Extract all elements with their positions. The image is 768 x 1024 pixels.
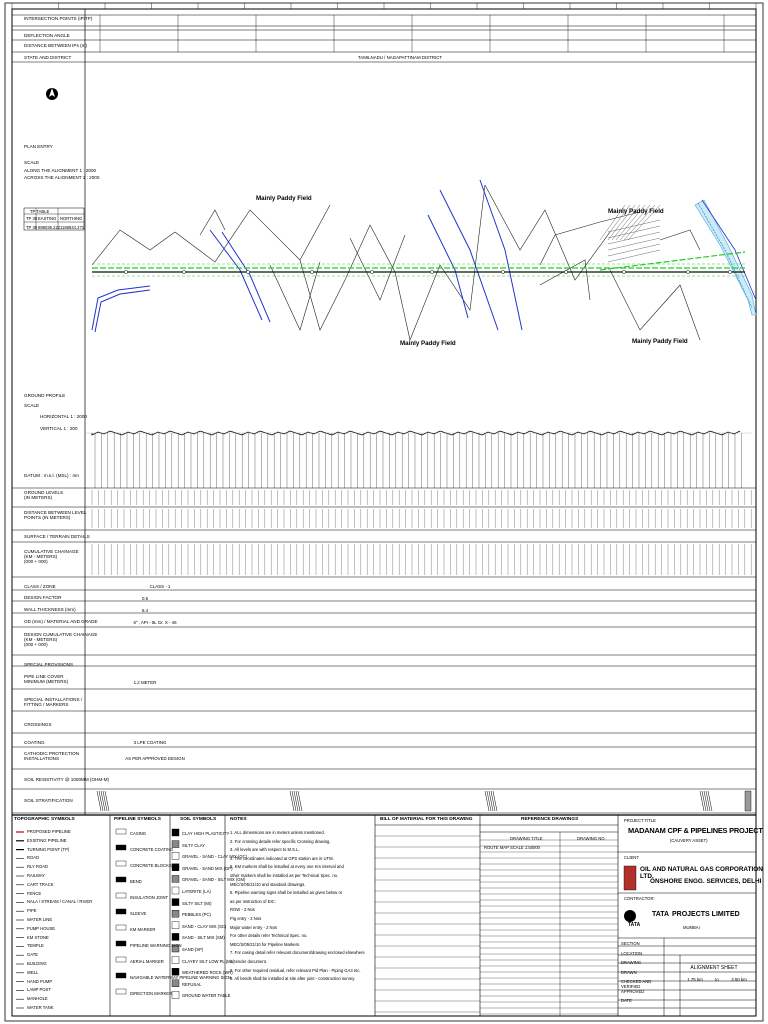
soil-item: SILTY CLAY	[182, 842, 206, 848]
proposed-pipeline-bend	[600, 252, 745, 270]
paddy-label-4: Mainly Paddy Field	[632, 338, 688, 345]
field-boundary	[200, 210, 225, 235]
row-label-coating: COATING	[24, 740, 45, 745]
tp-row-2: TP 39	[26, 225, 38, 230]
topo-item: GATE	[27, 952, 39, 958]
soil-symbol-icon	[172, 933, 179, 940]
field-boundary	[610, 270, 700, 340]
row-label-soil-strat: SOIL STRATIFICATION	[24, 798, 73, 803]
title-field-label: SECTION	[621, 941, 640, 946]
row-label-class: CLASS / ZONE	[24, 584, 56, 589]
soil-symbol-icon	[172, 899, 179, 906]
soil-symbol-icon	[172, 864, 179, 871]
notes-item: Major water entry - 2 Nos	[230, 924, 278, 930]
pipe-symbol-icon	[116, 925, 126, 930]
bom-title: BILL OF MATERIAL FOR THIS DRAWING	[380, 817, 473, 822]
notes-item: MEC/S/05/21/10 and standard drawings.	[230, 881, 306, 887]
tp-row-2-e: 688036.222	[38, 225, 61, 230]
soil-symbols-title: SOIL SYMBOLS	[180, 817, 217, 822]
topo-item: PIPE	[27, 908, 37, 914]
title-field-label: APPROVED	[621, 988, 645, 994]
soil-item: CLAY HIGH PLASTICITY	[182, 831, 230, 836]
tp-marker-icon	[564, 270, 567, 273]
notes-item: 7. For casing detail refer relevant document/drawing enclosed elsewhere	[230, 950, 365, 956]
tp-marker-icon	[686, 270, 689, 273]
ref-col-title: DRAWING TITLE	[510, 836, 543, 841]
row-label-plan: PLAN ENTRY	[24, 144, 53, 149]
soil-item: PEBBLES (PC)	[182, 912, 211, 918]
project-name: MADANAM CPF & PIPELINES PROJECT	[628, 826, 763, 835]
od-value: 6" , API - 5L Gr. X - 46	[133, 620, 177, 625]
row-label-distance-ip: DISTANCE BETWEEN IPs (m)	[24, 43, 87, 48]
notes-item: 9. All bends shall be installed at site after joint - construction survey.	[230, 976, 356, 982]
canal-line	[222, 232, 270, 322]
contractor-label: CONTRACTOR:	[624, 896, 655, 901]
soil-item: WEATHERED ROCK (WR)	[182, 970, 233, 976]
field-boundary	[540, 260, 590, 300]
soil-hatch	[706, 791, 710, 811]
datum-label: DATUM : m.s.l. (MSL) : 4m	[24, 473, 79, 478]
field-boundary	[300, 225, 395, 330]
row-label-wall: WALL THICKNESS (mm)	[24, 607, 76, 612]
row-label-special-inst: SPECIAL INSTALLATIONS / FITTING / MARKERS	[24, 697, 83, 707]
soil-item: SAND - SILT MIX (SM)	[182, 935, 225, 941]
soil-hatch	[296, 791, 300, 811]
scale-along: ALONG THE ALIGNMENT 1 : 2000	[24, 168, 97, 173]
title-field-label: LOCATION	[621, 950, 643, 956]
topo-item: CART TRACK	[27, 881, 54, 887]
row-label-ip: INTERSECTION POINTS (IP/TP)	[24, 16, 93, 21]
soil-hatch	[487, 791, 491, 811]
soil-symbol-icon	[172, 875, 179, 882]
field-boundary	[660, 230, 700, 250]
topo-symbols-title: TOPOGRAPHIC SYMBOLS	[14, 817, 75, 822]
field-hatch	[608, 232, 660, 244]
row-label-design-factor: DESIGN FACTOR	[24, 595, 62, 600]
row-label-cathodic: CATHODIC PROTECTION INSTALLATIONS	[24, 751, 80, 761]
pipe-symbol-icon	[116, 877, 126, 882]
design-factor-value: 0.5	[141, 596, 149, 601]
km-to: 3.50 km	[731, 977, 747, 982]
soil-hatch	[294, 791, 298, 811]
pipe-item: CONCRETE BLOCKS	[130, 863, 172, 868]
field-hatch	[608, 226, 660, 238]
row-label-od: OD (mm) / MATERIAL AND GRADE	[24, 619, 98, 624]
topo-item: ROAD	[27, 855, 40, 861]
notes-item: 4. The coordinates indicated at GPS station are in UTM.	[230, 855, 334, 861]
topo-item: PUMP HOUSE	[27, 925, 56, 931]
title-field-label: DATE	[621, 998, 632, 1003]
vertical-scale: VERTICAL 1 : 200	[40, 426, 78, 431]
pipeline-symbols-title: PIPELINE SYMBOLS	[114, 817, 161, 822]
row-label-soil-res: SOIL RESISTIVITY @ 1000MM (OHM-M)	[24, 777, 110, 782]
pipe-item: CONCRETE COATING	[130, 847, 174, 852]
tp-row-1-e: EASTING	[38, 216, 57, 221]
notes-title: NOTES	[230, 817, 247, 822]
soil-hatch	[292, 791, 296, 811]
scale-heading: SCALE	[24, 160, 40, 165]
topo-item: TEMPLE	[27, 943, 44, 949]
soil-hatch	[101, 791, 105, 811]
row-label-design-chainage: DESIGN CUMULATIVE CHAINAGE (KM - METERS) (000 + 000)	[24, 632, 98, 647]
soil-hatch	[485, 791, 489, 811]
topo-item: PROPOSED PIPELINE	[27, 829, 71, 834]
soil-symbol-icon	[172, 922, 179, 929]
paddy-label-3: Mainly Paddy Field	[400, 340, 456, 347]
horizontal-scale: HORIZONTAL 1 : 2000	[40, 414, 87, 419]
soil-item: SILTY SILT (MI)	[182, 900, 212, 906]
notes-item: 3. All levels are with respect to M.S.L.	[230, 847, 300, 853]
row-label-surface: SURFACE / TERRAIN DETAILS	[24, 534, 90, 539]
pipe-symbol-icon	[116, 861, 126, 866]
soil-block	[745, 791, 751, 811]
ongc-logo	[624, 866, 636, 890]
topo-item: NALA / STREAM / CANAL / RIVER	[27, 899, 93, 905]
soil-hatch	[290, 791, 294, 811]
notes-item: in tender document.	[230, 959, 268, 964]
tp-row-2-n: 1188844.271	[60, 225, 85, 230]
row-label-deflection: DEFLECTION ANGLE	[24, 33, 70, 38]
topo-item: HAND PUMP	[27, 978, 53, 984]
topo-item: EXISTING PIPELINE	[27, 837, 67, 843]
title-field-label: CHECKED AND VERIFIED	[621, 979, 652, 989]
field-boundary	[485, 185, 610, 280]
client-dept: ONSHORE ENGG. SERVICES, DELHI	[650, 878, 762, 885]
notes-item: as per instruction of EIC:	[230, 898, 276, 904]
soil-hatch	[702, 791, 706, 811]
pipe-symbol-icon	[116, 845, 126, 850]
pipe-item: DIRECTION MARKER	[130, 991, 173, 996]
row-label-cover: PIPE LINE COVER MINIMUM (METERS)	[24, 674, 69, 684]
contractor-city: MUMBAI	[683, 925, 700, 930]
soil-hatch	[708, 791, 712, 811]
soil-hatch	[97, 791, 101, 811]
pipe-symbol-icon	[116, 989, 126, 994]
field-hatch	[608, 244, 660, 256]
topo-item: LAMP POST	[27, 987, 51, 993]
scale-across: ACROSS THE ALIGNMENT 1 : 2000	[24, 175, 100, 180]
tp-marker-icon	[370, 270, 373, 273]
row-label-cum-chainage: CUMULATIVE CHAINAGE (KM - METERS) (000 + 000)	[24, 549, 79, 564]
topo-item: BUILDING	[27, 961, 47, 966]
pipe-item: PIPELINE WARNING SIGN	[130, 943, 182, 948]
soil-hatch	[298, 791, 302, 811]
sheet-name: ALIGNMENT SHEET	[690, 965, 738, 971]
ref-drawings-title: REFERENCE DRAWINGS	[521, 817, 579, 822]
canal-line	[92, 286, 150, 330]
tp-row-1-n: NORTHING	[60, 216, 83, 221]
ref-row-1: ROUTE MAP SCALE 1:50000	[484, 845, 541, 850]
title-field-label: DRAWING	[621, 960, 642, 965]
km-from: 1.75 km	[687, 977, 703, 982]
pipe-symbol-icon	[116, 893, 126, 898]
pipe-item: CASING	[130, 831, 147, 836]
soil-symbol-icon	[172, 957, 179, 964]
field-hatch	[608, 238, 660, 250]
ref-col-no: DRAWING NO.	[577, 836, 606, 841]
field-boundary	[92, 230, 175, 265]
wall-value: 8.4	[141, 608, 149, 613]
canal-line	[480, 180, 522, 330]
field-hatch	[608, 250, 660, 262]
pipe-item: NAVIGABLE WATERWAY PIPELINE WARNING SIGN	[130, 975, 231, 980]
soil-hatch	[700, 791, 704, 811]
topo-item: RLY ROAD	[27, 864, 49, 870]
km-to-word: to	[715, 977, 719, 982]
topo-item: MANHOLE	[27, 996, 48, 1002]
topo-item: RAILWAY	[27, 873, 46, 878]
topo-item: TURNING POINT (TP)	[27, 846, 70, 852]
tata-logo-word: TATA	[628, 922, 641, 928]
soil-hatch	[489, 791, 493, 811]
soil-hatch	[99, 791, 103, 811]
tp-marker-icon	[622, 270, 625, 273]
class-value: CLASS - 1	[149, 584, 171, 589]
soil-item: GRAVEL - SAND - CLAY MIX (GC)	[182, 854, 247, 860]
pipe-item: KM MARKER	[130, 927, 156, 932]
soil-item: CLAYEY SILT LOW PL (ML)	[182, 958, 235, 964]
client-label: CLIENT	[624, 855, 639, 860]
pipe-symbol-icon	[116, 973, 126, 978]
pipe-item: BEND	[130, 879, 142, 884]
coating-value: 3 LPE COATING	[133, 740, 167, 745]
soil-item: SAND (SP)	[182, 947, 204, 952]
field-hatch	[608, 220, 660, 232]
notes-item: Pig entry - 2 Nos	[230, 916, 262, 921]
field-boundary	[540, 212, 640, 265]
soil-item: REFUSAL	[182, 981, 202, 987]
topo-item: WELL	[27, 969, 39, 975]
soil-item: SAND - CLAY MIX (SC)	[182, 923, 227, 929]
topo-item: WATER TANK	[27, 1005, 54, 1010]
soil-hatch	[704, 791, 708, 811]
tp-marker-icon	[246, 270, 249, 273]
notes-item: ROW - 2 Nos	[230, 907, 255, 913]
row-label-ground-levels: GROUND LEVELS (IN METERS)	[24, 490, 64, 500]
soil-hatch	[493, 791, 497, 811]
notes-item: 6. Pipeline warning signs shall be installed as given below or	[230, 890, 343, 896]
profile-scale-label: SCALE	[24, 403, 40, 408]
state-district-value: TAMILNADU / NAGAPATTINAM DISTRICT	[357, 55, 443, 60]
topo-item: WATER LINE	[27, 917, 53, 922]
tp-marker-icon	[501, 270, 504, 273]
tp-marker-icon	[430, 270, 433, 273]
tp-marker-icon	[728, 270, 731, 273]
notes-item: 2. For crossing details refer specific Crossing drawing.	[230, 838, 331, 844]
field-boundary	[175, 205, 330, 262]
pipe-symbol-icon	[116, 941, 126, 946]
pipe-item: SLEEVE	[130, 911, 147, 916]
pipe-symbol-icon	[116, 909, 126, 914]
notes-item: 1. ALL dimensions are in meters unless mentioned.	[230, 830, 325, 835]
project-sub: (CAUVERY ASSET)	[670, 838, 708, 843]
pipe-item: INSULATION JOINT	[130, 895, 169, 900]
topo-item: FENCE	[27, 890, 42, 896]
notes-item: 5. KM markers shall be installed at every one Km interval and	[230, 864, 344, 870]
soil-item: GROUND WATER TABLE	[182, 993, 231, 999]
soil-item: GRAVEL - SAND - SILT MIX (GM)	[182, 877, 246, 883]
soil-item: LATERITE (LA)	[182, 889, 211, 894]
row-label-special-prov: SPECIAL PROVISIONS	[24, 662, 74, 667]
paddy-label-1: Mainly Paddy Field	[256, 195, 312, 202]
row-label-crossings: CROSSINGS	[24, 722, 52, 727]
soil-symbol-icon	[172, 991, 179, 998]
ground-profile-label: GROUND PROFILE	[24, 393, 66, 398]
tata-word: TATA	[652, 911, 670, 918]
title-field-label: DRAWN	[621, 969, 637, 975]
soil-symbol-icon	[172, 910, 179, 917]
cover-value: 1.2 METER	[133, 680, 157, 685]
soil-symbol-icon	[172, 980, 179, 987]
row-label-state: STATE AND DISTRICT	[24, 55, 72, 60]
topo-item: KM STONE	[27, 934, 49, 940]
soil-symbol-icon	[172, 829, 179, 836]
notes-item: MEC/S/05/21/10 for Pipeline Markers.	[230, 941, 301, 947]
paddy-label-2: Mainly Paddy Field	[608, 208, 664, 215]
contractor-name: PROJECTS LIMITED	[672, 911, 740, 918]
soil-symbol-icon	[172, 852, 179, 859]
tata-logo-icon	[624, 910, 636, 922]
notes-item: For other details refer Technical Spec. no.	[230, 933, 308, 939]
client-name: OIL AND NATURAL GAS CORPORATION LTD.	[640, 866, 763, 880]
tp-row-1: TP 38	[26, 216, 38, 221]
soil-symbol-icon	[172, 887, 179, 894]
tp-marker-icon	[124, 270, 127, 273]
tp-table-head: TP TABLE	[30, 209, 50, 214]
tp-marker-icon	[182, 270, 185, 273]
soil-hatch	[103, 791, 107, 811]
project-title-label: PROJECT TITLE	[624, 818, 656, 823]
pipe-symbol-icon	[116, 829, 126, 834]
pipe-item: AERIAL MARKER	[130, 959, 164, 964]
soil-item: GRAVEL - SAND MIX (GP)	[182, 865, 233, 871]
notes-item: other markers shall be installed as per Technical Spec. no.	[230, 873, 339, 878]
soil-hatch	[491, 791, 495, 811]
cathodic-value: AS PER APPROVED DESIGN	[125, 756, 185, 761]
canal-line	[428, 215, 468, 318]
row-label-dist-levels: DISTANCE BETWEEN LEVEL POINTS (IN METERS)	[24, 510, 87, 520]
canal-line	[210, 230, 262, 320]
pipe-symbol-icon	[116, 957, 126, 962]
soil-hatch	[105, 791, 109, 811]
tp-marker-icon	[310, 270, 313, 273]
notes-item: 8. For other required residual, refer relevant Pid Plan - Piping GA3 etc.	[230, 967, 361, 973]
field-boundary	[395, 185, 485, 340]
